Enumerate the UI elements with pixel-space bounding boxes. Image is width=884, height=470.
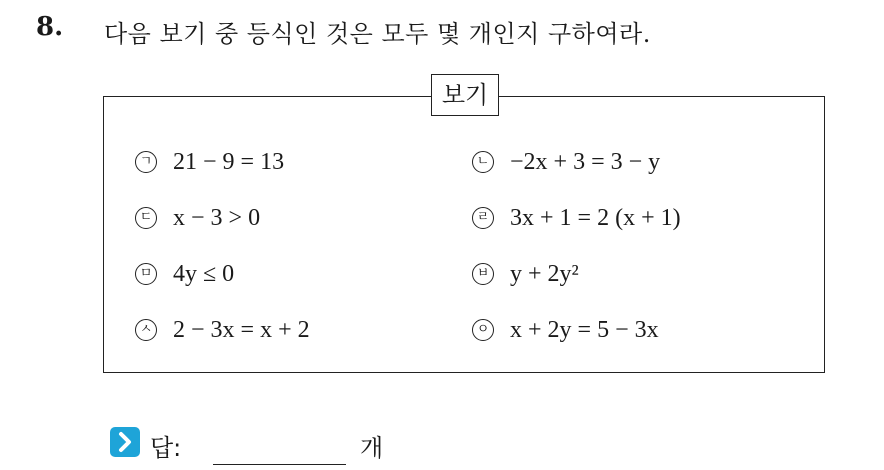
answer-unit: 개 (360, 434, 384, 462)
question-number: 8. (36, 12, 64, 42)
choice-item (472, 254, 579, 294)
choice-item (472, 142, 660, 182)
answer-label: 답: (150, 434, 182, 462)
choice-expression: −2x + 3 = 3 − y (510, 148, 661, 175)
choice-marker: ㄱ (135, 151, 157, 173)
choice-expression: 3x + 1 = 2 (x + 1) (510, 204, 681, 231)
choice-item (135, 254, 234, 294)
choice-expression: x − 3 > 0 (173, 204, 261, 231)
box-title: 보기 (431, 74, 499, 116)
choice-marker: ㄷ (135, 207, 157, 229)
choice-expression: y + 2y² (510, 260, 579, 287)
choice-item (135, 310, 310, 350)
choice-expression: 4y ≤ 0 (173, 260, 235, 287)
choice-marker: ㄹ (472, 207, 494, 229)
choice-marker: ㄴ (472, 151, 494, 173)
choice-marker: ㅅ (135, 319, 157, 341)
choice-marker: ㅂ (472, 263, 494, 285)
choice-item (135, 142, 284, 182)
choice-item (135, 198, 260, 238)
choices-box (103, 96, 825, 373)
choice-marker: ㅇ (472, 319, 494, 341)
choice-item (472, 310, 659, 350)
answer-blank[interactable] (213, 464, 346, 465)
chevron-right-icon (110, 427, 140, 457)
choice-marker: ㅁ (135, 263, 157, 285)
choice-expression: 21 − 9 = 13 (173, 148, 285, 175)
choice-item (472, 198, 681, 238)
choice-expression: 2 − 3x = x + 2 (173, 316, 310, 343)
choice-expression: x + 2y = 5 − 3x (510, 316, 659, 343)
question-text: 다음 보기 중 등식인 것은 모두 몇 개인지 구하여라. (104, 20, 651, 48)
